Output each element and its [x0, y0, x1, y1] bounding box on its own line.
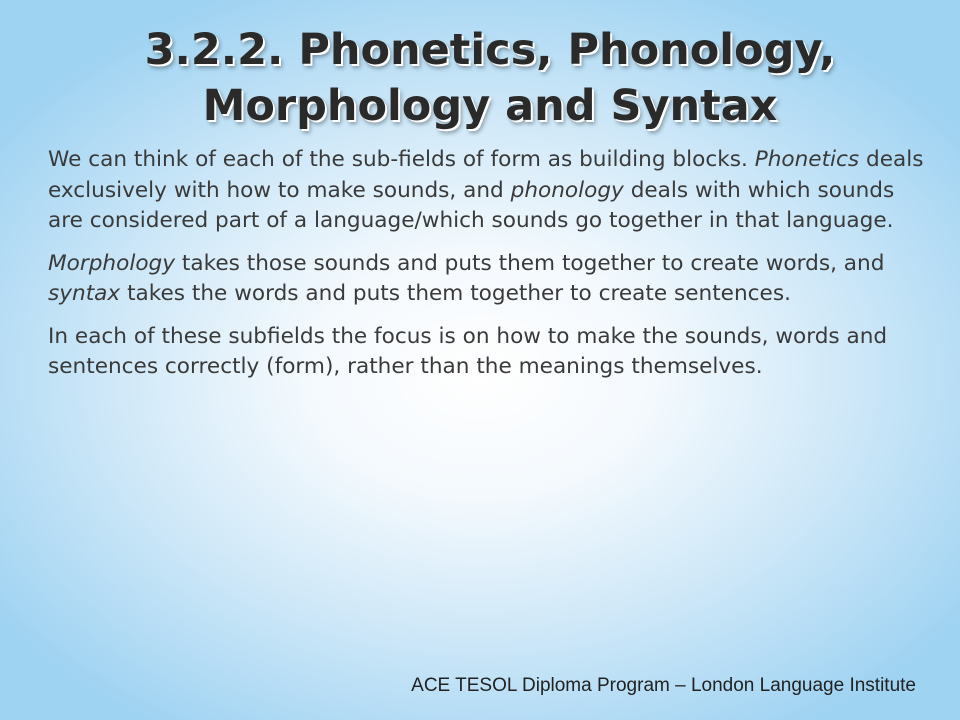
term-phonetics: Phonetics — [754, 147, 860, 172]
paragraph-text: deals exclusively with how to make sounds, and — [48, 147, 924, 203]
paragraph-text: takes those sounds and puts them together to create words, and — [175, 250, 885, 276]
slide-title: 3.2.2. Phonetics, Phonology, Morphology and Syntax — [144, 25, 836, 131]
paragraph-text: In each of these subfields the focus is on how to make the sounds, words and sentences correctly (form), rather than the meanings themselves. — [48, 323, 888, 379]
slide-footer: ACE TESOL Diploma Program – London Language Institute — [411, 675, 916, 696]
paragraph-morphology-syntax — [48, 249, 928, 310]
term-morphology: Morphology — [48, 250, 176, 276]
paragraph-building-blocks — [48, 145, 928, 237]
term-phonology: phonology — [510, 177, 624, 203]
paragraph-text: deals with which sounds are considered part of a language/which sounds go together in that language. — [48, 177, 895, 233]
paragraph-focus-on-form — [48, 322, 928, 383]
slide-body — [48, 145, 928, 395]
paragraph-text: We can think of each of the sub-fields of form as building blocks. — [48, 147, 755, 172]
paragraph-text: takes the words and puts them together to create sentences. — [120, 281, 791, 306]
term-syntax: syntax — [48, 281, 121, 306]
